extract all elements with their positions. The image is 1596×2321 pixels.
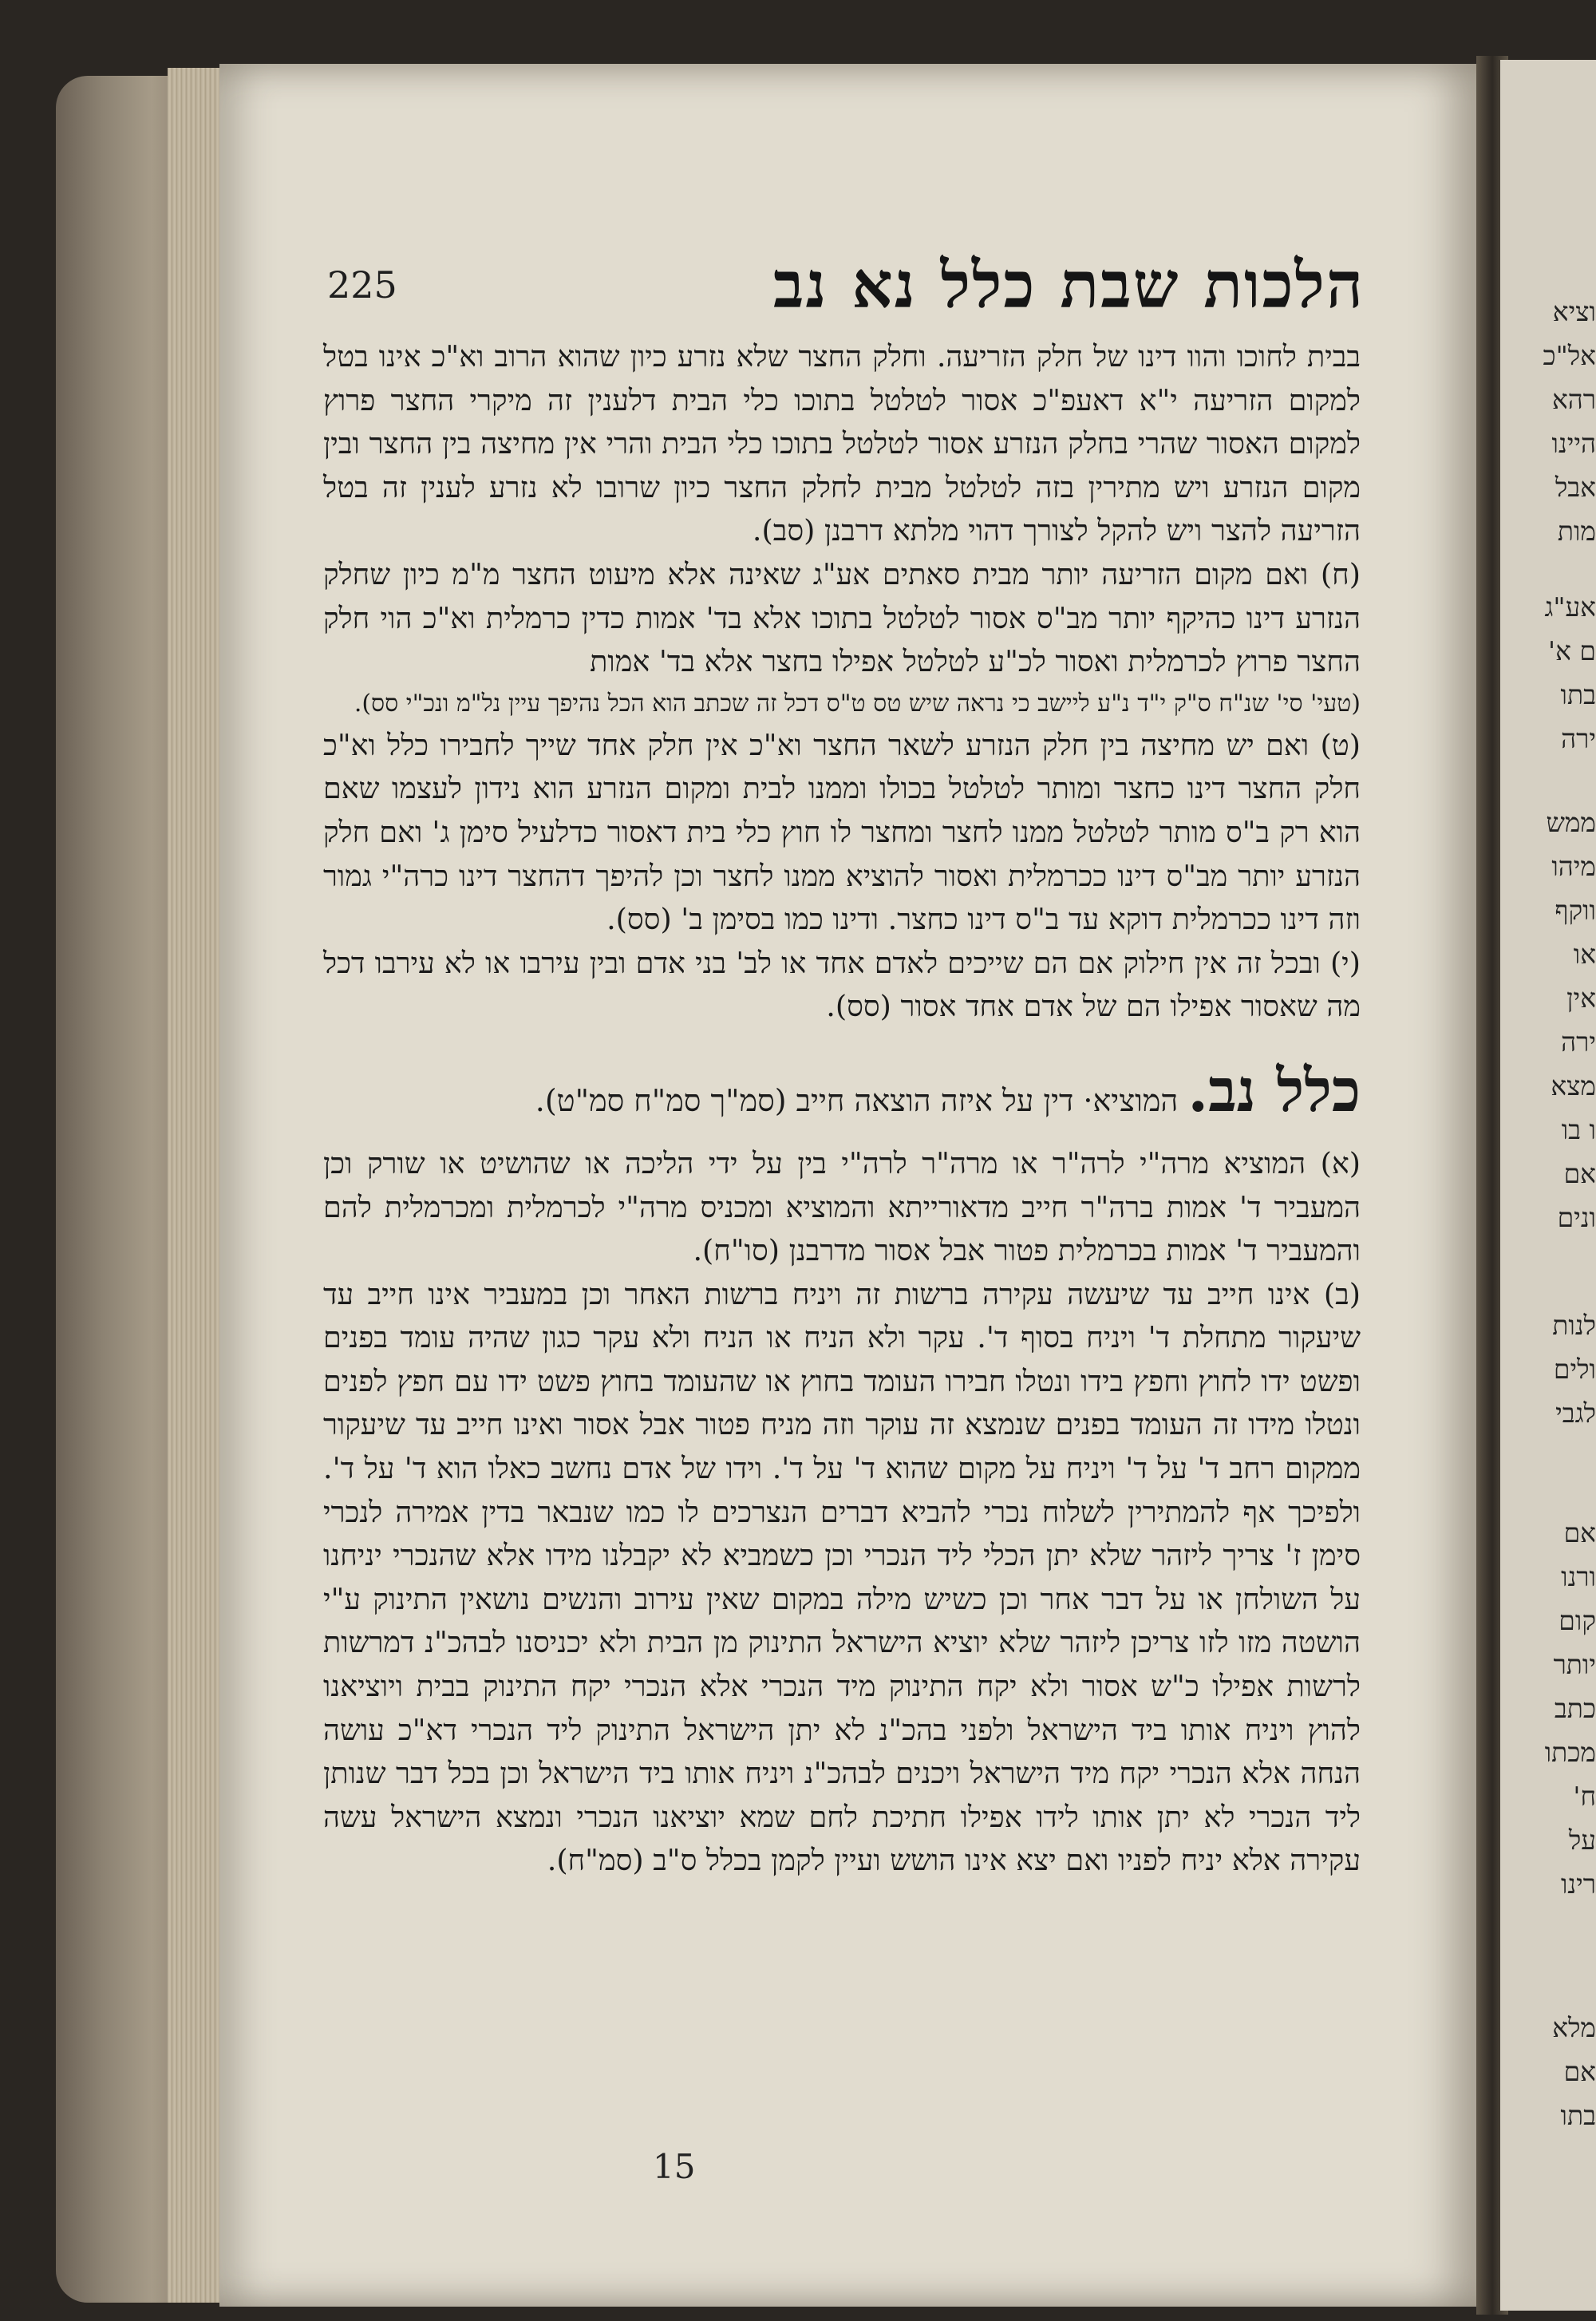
right-page-text-fragment: רהא xyxy=(1552,384,1596,415)
running-title: הלכות שבת כלל נא נב xyxy=(772,247,1365,322)
signature-mark: 15 xyxy=(653,2147,696,2186)
page-header xyxy=(327,239,1365,327)
right-page-text-fragment: ו בו xyxy=(1561,1114,1596,1145)
paragraph-5: (א) המוציא מרה"י לרה"ר או מרה"ר לרה"י בין על ידי הליכה או שהושיט או שורק וכן המעביר ד' אמות ברה"ר חייב מדאורייתא והמוציא ומכניס מרה"י לכרמלית ומכרמלית להם והמעביר ד' אמות בכרמלית פטור אבל אסור מדרבנן (סו"ח). xyxy=(323,1145,1361,1268)
paragraph-4: (י) ובכל זה אין חילוק אם הם שייכים לאדם אחד או לב' בני אדם ובין עירבו או לא עירבו דכל מה שאסור אפילו הם של אדם אחד אסור (סס). xyxy=(323,945,1361,1024)
right-page-text-fragment: ורנו xyxy=(1561,1561,1596,1592)
right-page-text-fragment: קום xyxy=(1558,1605,1596,1636)
right-page-text-fragment: אם xyxy=(1563,1517,1596,1548)
right-page-text-fragment: אם xyxy=(1563,1158,1596,1189)
right-page-text-fragment: על xyxy=(1568,1825,1596,1856)
chapter-title: כלל נב. xyxy=(1187,1056,1361,1125)
right-page-text-fragment: או xyxy=(1573,939,1596,970)
right-page-text-fragment: אין xyxy=(1566,983,1596,1014)
paragraph-2: (ח) ואם מקום הזריעה יותר מבית סאתים אע"ג שאינה אלא מיעוט החצר מ"מ כיון שחלק הנזרע דינו כהיקף יותר מב"ס אסור לטלטל בתוכו אלא בד' אמות כדין כרמלית וא"כ הוי חלק החצר פרוץ לכרמלית ואסור לכ"ע לטלטל אפילו בחצר אלא בד' אמות xyxy=(323,556,1361,679)
right-page-text-fragment: מיהו xyxy=(1551,851,1596,882)
right-page-text-fragment: מכתו xyxy=(1544,1737,1596,1768)
right-page-fragment xyxy=(1500,60,1596,2311)
right-page-text-fragment: ח' xyxy=(1573,1781,1596,1812)
right-page-text-fragment: לגבי xyxy=(1555,1398,1596,1429)
right-page-text-fragment: רינו xyxy=(1560,1868,1596,1900)
paragraph-note: (טעי' סי' שנ"ח ס"ק י"ד נ"ע ליישב כי נראה שיש טס ט"ס דכל זה שכתב הוא הכל נהיפך עיין נל"מ ונכ"י סס). xyxy=(354,689,1361,718)
right-page-text-fragment: ירה xyxy=(1561,1026,1596,1058)
paragraph-6: (ב) אינו חייב עד שיעשה עקירה ברשות זה ויניח ברשות האחר וכן במעביר אינו חייב עד שיעקור מתחלת ד' ויניח בסוף ד'. עקר ולא הניח או הניח ולא עקר כגון שהיה עומד בפנים ופשט ידו לחוץ וחפץ בידו ונטלו חבירו העומד בחוץ או שהעומד בחוץ פשט ידו עם חפץ לפנים ונטלו מידו זה העומד בפנים שנמצא זה עוקר וזה מניח פטור אבל אסור ואינו חייב עד שיעקור ממקום רחב ד' על ד' ויניח על מקום שהוא ד' על ד'. וידו של אדם נחשב כאלו הוא ד' על ד'. ולפיכך אף להמתירין לשלוח נכרי להביא דברים הנצרכים לו כמו שנבאר בדין אמירה לנכרי סימן ז' צריך ליזהר שלא יתן הכלי ליד הנכרי וכן כשמביא לא יקבלנו מידו אלא שהנכרי יניחנו על השולחן או על דבר אחר וכן כשיש מילה במקום שאין עירוב והנשים נושאין התינוק ע"י הושטה מזו לזו צריכן ליזהר שלא יוציא הישראל התינוק מן הבית ולא יכניסנו לבהכ"נ דמרשות לרשות אפילו כ"ש אסור ולא יקח התינוק מיד הנכרי אלא הנכרי יקח התינוק בבית ויוציאנו להוץ ויניח אותו ביד הישראל ולפני בהכ"נ לא יתן הישראל התינוק ליד הנכרי דא"כ עושה הנחה אלא הנכרי יקח מיד הישראל ויכנים לבהכ"נ ויניח אותו ביד הישראל וכן בכל דבר שנותן ליד הנכרי לא יתן אותו לידו אפילו חתיכת לחם שמא יוציאנו הנכרי ונמצא הישראל עשה עקירה אלא יניח לפניו ואם יצא אינו הושש ועיין לקמן בכלל ס"ב (סמ"ח). xyxy=(323,1276,1361,1878)
right-page-text-fragment: יותר xyxy=(1553,1649,1596,1680)
right-page-text-fragment: אל"כ xyxy=(1543,340,1596,371)
right-page-text-fragment: בתו xyxy=(1560,679,1596,710)
page-number: 225 xyxy=(327,263,397,306)
right-page-text-fragment: מלא xyxy=(1552,2012,1596,2043)
right-page-text-fragment: ממש xyxy=(1546,807,1596,838)
right-page-text-fragment: בתו xyxy=(1560,2100,1596,2131)
paragraph-3: (ט) ואם יש מחיצה בין חלק הנזרע לשאר החצר וא"כ אין חלק אחד שייך לחבירו כלל וא"כ חלק החצר דינו כחצר ומותר לטלטל בכולו וממנו לבית ומקום הנזרע הוא נידון לעצמו שאם הוא רק ב"ס מותר לטלטל ממנו לחצר ומחצר לו חוץ כלי בית דאסור כדלעיל סימן ג' ואם חלק הנזרע יותר מב"ס דינו ככרמלית ואסור להוציא ממנו לחצר וכן להיפך דהחצר דינו כרה"י גמור וזה דינו ככרמלית דוקא עד ב"ס דינו כחצר. ודינו כמו בסימן ב' (סס). xyxy=(323,727,1361,937)
chapter-heading xyxy=(323,1056,1361,1133)
right-page-text-fragment: אבל xyxy=(1555,472,1596,503)
right-page-text-fragment: כתב xyxy=(1554,1693,1596,1724)
right-page-text-fragment: ירה xyxy=(1561,723,1596,754)
right-page-text-fragment: היינו xyxy=(1551,428,1596,459)
right-page-text-fragment: וציא xyxy=(1552,296,1596,327)
right-page-text-fragment: ם א' xyxy=(1548,635,1596,666)
right-page-text-fragment: אם xyxy=(1563,2056,1596,2087)
right-page-text-fragment: מות xyxy=(1557,516,1596,547)
right-page-text-fragment: אע"ג xyxy=(1544,591,1596,623)
right-page-text-fragment: מצא xyxy=(1551,1070,1596,1101)
right-page-text-fragment: ונים xyxy=(1557,1202,1596,1233)
right-page-text-fragment: ולים xyxy=(1553,1354,1596,1385)
paragraph-1: בבית לחוכו והוו דינו של חלק הזריעה. וחלק החצר שלא נזרע כיון שהוא הרוב וא"כ אינו בטל למקום הזריעה י"א דאעפ"כ אסור לטלטל בתוכו כלי הבית דלענין זה מיקרי החצר פרוץ למקום האסור שהרי בחלק הנזרע אסור לטלטל בתוכו כלי הבית והרי אין מחיצה בין החצר ובין מקום הנזרע ויש מתירין בזה לטלטל מבית לחלק החצר כיון שרובו לא נזרע לענין זה בטל הזריעה להצר ויש להקל לצורך דהוי מלתא דרבנן (סב). xyxy=(323,339,1361,548)
page-body xyxy=(323,335,1361,1883)
right-page-text-fragment: לנות xyxy=(1552,1310,1596,1341)
right-page-text-fragment: ווקף xyxy=(1555,895,1596,926)
chapter-subtitle: המוציא· דין על איזה הוצאה חייב (סמ"ך סמ"ח סמ"ט). xyxy=(535,1082,1179,1118)
